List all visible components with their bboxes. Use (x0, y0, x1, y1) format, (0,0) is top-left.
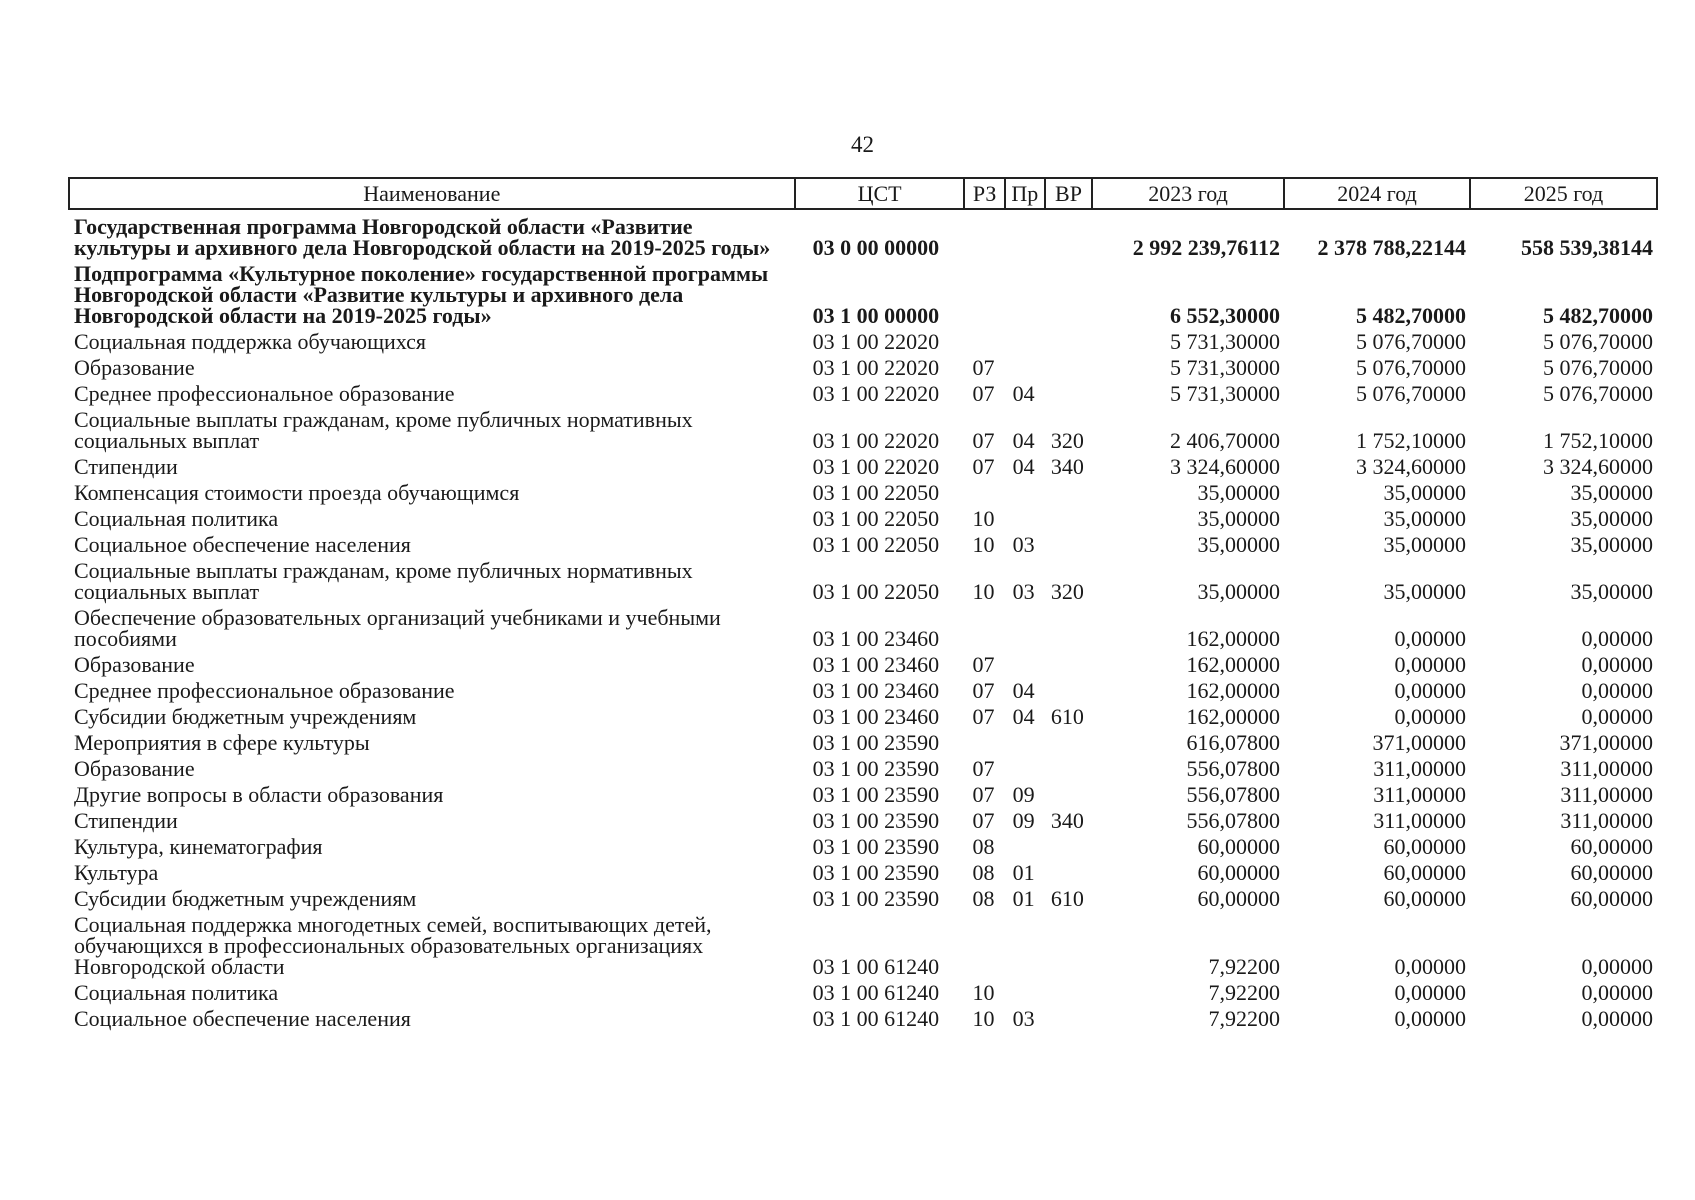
row-2024: 0,00000 (1394, 954, 1466, 979)
row-2023: 616,07800 (1186, 730, 1281, 755)
row-rz (964, 911, 1004, 979)
row-2023: 162,00000 (1186, 704, 1281, 729)
row-2023: 162,00000 (1186, 678, 1281, 703)
row-pr (1005, 505, 1045, 531)
row-2023: 60,00000 (1197, 834, 1281, 859)
row-2025: 5 076,70000 (1543, 381, 1653, 406)
row-cst: 03 1 00 22050 (812, 480, 940, 505)
row-vr (1045, 604, 1092, 651)
row-2023: 2 992 239,76112 (1132, 235, 1281, 260)
row-pr: 03 (1012, 1006, 1035, 1031)
row-2025: 60,00000 (1570, 860, 1653, 885)
row-2025: 0,00000 (1581, 704, 1653, 729)
row-rz: 07 (972, 355, 995, 380)
row-pr (1005, 260, 1045, 328)
row-pr (1005, 328, 1045, 354)
table-row (69, 604, 1657, 651)
row-name: Культура (74, 860, 159, 885)
row-name: Среднее профессиональное образование (74, 678, 455, 703)
row-rz (964, 729, 1004, 755)
row-pr: 04 (1012, 428, 1035, 453)
row-2024: 60,00000 (1383, 886, 1466, 911)
row-pr: 03 (1012, 579, 1035, 604)
row-2025: 311,00000 (1560, 782, 1653, 807)
row-rz: 07 (972, 428, 995, 453)
row-cst: 03 1 00 23590 (812, 808, 940, 833)
row-rz: 10 (972, 532, 995, 557)
row-2024: 0,00000 (1394, 980, 1466, 1005)
row-cst: 03 1 00 23590 (812, 886, 940, 911)
row-2023: 162,00000 (1186, 626, 1281, 651)
row-cst: 03 1 00 23460 (812, 652, 940, 677)
row-name: Социальная поддержка многодетных семей, воспитывающих детей, обучающихся в профессиональных образовательных организациях Новгородской области (74, 912, 712, 979)
row-2023: 5 731,30000 (1170, 355, 1281, 380)
row-name: Социальные выплаты гражданам, кроме публичных нормативных социальных выплат (74, 407, 693, 453)
header-2024: 2024 год (1284, 178, 1470, 209)
row-pr: 09 (1012, 808, 1035, 833)
row-2023: 162,00000 (1186, 652, 1281, 677)
row-2025: 35,00000 (1570, 506, 1653, 531)
row-2025: 5 076,70000 (1543, 355, 1653, 380)
row-pr (1005, 354, 1045, 380)
row-2023: 35,00000 (1197, 532, 1281, 557)
row-rz (964, 328, 1004, 354)
table-row (69, 677, 1657, 703)
row-vr (1045, 209, 1092, 260)
row-pr (1005, 911, 1045, 979)
table-row (69, 781, 1657, 807)
row-vr: 610 (1050, 886, 1084, 911)
row-vr: 340 (1050, 808, 1084, 833)
row-vr (1045, 911, 1092, 979)
row-2025: 0,00000 (1581, 980, 1653, 1005)
row-2024: 371,00000 (1372, 730, 1466, 755)
header-2025: 2025 год (1470, 178, 1657, 209)
row-2025: 0,00000 (1581, 954, 1653, 979)
row-2024: 0,00000 (1394, 1006, 1466, 1031)
row-2024: 3 324,60000 (1355, 454, 1466, 479)
row-2025: 60,00000 (1570, 886, 1653, 911)
row-pr (1005, 604, 1045, 651)
row-name: Компенсация стоимости проезда обучающимся (74, 480, 520, 505)
row-2023: 60,00000 (1197, 886, 1281, 911)
row-cst: 03 1 00 23460 (812, 626, 940, 651)
row-name: Другие вопросы в области образования (74, 782, 444, 807)
row-pr: 04 (1012, 454, 1035, 479)
row-vr: 320 (1050, 579, 1084, 604)
table-row (69, 885, 1657, 911)
row-vr (1045, 531, 1092, 557)
row-name: Образование (74, 355, 195, 380)
row-rz (964, 604, 1004, 651)
row-rz: 07 (972, 652, 995, 677)
row-2024: 5 076,70000 (1355, 381, 1466, 406)
row-vr (1045, 328, 1092, 354)
row-2025: 35,00000 (1570, 579, 1653, 604)
row-rz: 08 (972, 860, 995, 885)
budget-table (68, 177, 1658, 1031)
row-name: Социальная политика (74, 980, 279, 1005)
budget-table-container (68, 177, 1658, 1031)
row-2023: 556,07800 (1186, 782, 1281, 807)
row-cst: 03 1 00 23590 (812, 730, 940, 755)
row-name: Стипендии (74, 808, 178, 833)
row-vr (1045, 859, 1092, 885)
table-row (69, 807, 1657, 833)
row-2024: 35,00000 (1383, 579, 1466, 604)
row-vr (1045, 781, 1092, 807)
header-2023: 2023 год (1092, 178, 1284, 209)
row-2024: 60,00000 (1383, 834, 1466, 859)
row-2023: 7,92200 (1208, 1006, 1281, 1031)
header-rz: РЗ (964, 178, 1004, 209)
table-row (69, 380, 1657, 406)
row-2024: 35,00000 (1383, 480, 1466, 505)
row-pr (1005, 833, 1045, 859)
row-cst: 03 1 00 22050 (812, 532, 940, 557)
row-2024: 311,00000 (1373, 808, 1466, 833)
row-pr: 04 (1012, 704, 1035, 729)
row-vr (1045, 833, 1092, 859)
row-cst: 03 1 00 22020 (812, 381, 940, 406)
row-cst: 03 1 00 22020 (812, 428, 940, 453)
header-cst: ЦСТ (795, 178, 965, 209)
table-row (69, 505, 1657, 531)
table-row (69, 859, 1657, 885)
row-2025: 5 076,70000 (1543, 329, 1653, 354)
row-2024: 0,00000 (1394, 626, 1466, 651)
row-2023: 5 731,30000 (1170, 381, 1281, 406)
row-name: Субсидии бюджетным учреждениям (74, 704, 417, 729)
row-name: Социальная политика (74, 506, 279, 531)
row-2025: 1 752,10000 (1543, 428, 1653, 453)
row-2025: 5 482,70000 (1543, 303, 1653, 328)
row-2023: 556,07800 (1186, 808, 1281, 833)
row-rz: 10 (972, 506, 995, 531)
row-cst: 03 1 00 22050 (812, 579, 940, 604)
row-cst: 03 1 00 23590 (812, 860, 940, 885)
row-vr (1045, 505, 1092, 531)
table-row (69, 406, 1657, 453)
row-cst: 03 1 00 00000 (812, 303, 940, 328)
row-rz (964, 209, 1004, 260)
row-2023: 7,92200 (1208, 980, 1281, 1005)
row-pr: 01 (1012, 886, 1035, 911)
row-rz: 07 (972, 454, 995, 479)
row-2025: 35,00000 (1570, 532, 1653, 557)
table-row (69, 209, 1657, 260)
row-rz: 10 (972, 980, 995, 1005)
row-name: Субсидии бюджетным учреждениям (74, 886, 417, 911)
row-pr (1005, 979, 1045, 1005)
row-2024: 1 752,10000 (1355, 428, 1466, 453)
row-pr (1005, 651, 1045, 677)
table-row (69, 651, 1657, 677)
row-pr: 01 (1012, 860, 1035, 885)
row-2024: 5 076,70000 (1355, 329, 1466, 354)
row-2024: 2 378 788,22144 (1317, 235, 1466, 260)
row-2023: 5 731,30000 (1170, 329, 1281, 354)
row-2025: 311,00000 (1560, 808, 1653, 833)
header-row (69, 178, 1657, 209)
row-rz: 07 (972, 704, 995, 729)
page-number: 42 (851, 132, 874, 157)
table-row (69, 354, 1657, 380)
row-pr: 04 (1012, 381, 1035, 406)
row-vr (1045, 729, 1092, 755)
row-vr (1045, 1005, 1092, 1031)
row-2025: 311,00000 (1560, 756, 1653, 781)
table-row (69, 911, 1657, 979)
row-cst: 03 1 00 61240 (812, 954, 940, 979)
row-pr: 03 (1012, 532, 1035, 557)
row-cst: 03 1 00 22020 (812, 329, 940, 354)
row-name: Среднее профессиональное образование (74, 381, 455, 406)
row-name: Подпрограмма «Культурное поколение» государственной программы Новгородской области «Развитие культуры и архивного дела Новгородской области на 2019-2025 годы» (74, 261, 769, 328)
row-vr (1045, 755, 1092, 781)
row-vr: 610 (1050, 704, 1084, 729)
row-name: Мероприятия в сфере культуры (74, 730, 370, 755)
row-name: Социальные выплаты гражданам, кроме публичных нормативных социальных выплат (74, 558, 693, 604)
row-2023: 6 552,30000 (1170, 303, 1281, 328)
table-row (69, 979, 1657, 1005)
table-row (69, 729, 1657, 755)
row-rz: 10 (972, 1006, 995, 1031)
row-cst: 03 1 00 23590 (812, 756, 940, 781)
row-2023: 556,07800 (1186, 756, 1281, 781)
row-2025: 0,00000 (1581, 1006, 1653, 1031)
row-cst: 03 1 00 61240 (812, 980, 940, 1005)
row-name: Культура, кинематография (74, 834, 323, 859)
row-2023: 35,00000 (1197, 579, 1281, 604)
row-name: Образование (74, 756, 195, 781)
table-header (69, 178, 1657, 209)
row-cst: 03 1 00 22020 (812, 355, 940, 380)
row-vr: 340 (1050, 454, 1084, 479)
row-2024: 0,00000 (1394, 704, 1466, 729)
row-2024: 35,00000 (1383, 506, 1466, 531)
row-2025: 0,00000 (1581, 652, 1653, 677)
row-name: Образование (74, 652, 195, 677)
table-row (69, 557, 1657, 604)
row-cst: 03 1 00 22050 (812, 506, 940, 531)
row-pr (1005, 479, 1045, 505)
header-vr: ВР (1045, 178, 1092, 209)
row-2023: 60,00000 (1197, 860, 1281, 885)
row-2023: 3 324,60000 (1170, 454, 1281, 479)
row-rz: 10 (972, 579, 995, 604)
row-name: Стипендии (74, 454, 178, 479)
row-rz (964, 260, 1004, 328)
row-name: Государственная программа Новгородской области «Развитие культуры и архивного дела Новгородской области на 2019-2025 годы» (74, 214, 771, 260)
row-rz: 08 (972, 886, 995, 911)
row-rz (964, 479, 1004, 505)
row-cst: 03 1 00 23590 (812, 782, 940, 807)
row-2024: 5 482,70000 (1355, 303, 1466, 328)
row-pr (1005, 729, 1045, 755)
table-row (69, 531, 1657, 557)
row-cst: 03 1 00 23590 (812, 834, 940, 859)
row-2025: 35,00000 (1570, 480, 1653, 505)
table-row (69, 260, 1657, 328)
row-pr: 09 (1012, 782, 1035, 807)
row-name: Социальная поддержка обучающихся (74, 329, 427, 354)
row-pr (1005, 755, 1045, 781)
row-2024: 0,00000 (1394, 652, 1466, 677)
row-2023: 35,00000 (1197, 480, 1281, 505)
row-cst: 03 1 00 22020 (812, 454, 940, 479)
row-2024: 311,00000 (1373, 756, 1466, 781)
row-cst: 03 1 00 23460 (812, 704, 940, 729)
row-2025: 558 539,38144 (1521, 235, 1653, 260)
row-2025: 371,00000 (1559, 730, 1653, 755)
table-row (69, 833, 1657, 859)
row-2025: 0,00000 (1581, 678, 1653, 703)
header-name: Наименование (69, 178, 795, 209)
row-2024: 60,00000 (1383, 860, 1466, 885)
row-2025: 60,00000 (1570, 834, 1653, 859)
row-rz: 07 (972, 782, 995, 807)
row-vr (1045, 677, 1092, 703)
row-cst: 03 1 00 61240 (812, 1006, 940, 1031)
row-pr: 04 (1012, 678, 1035, 703)
row-vr: 320 (1050, 428, 1084, 453)
table-row (69, 703, 1657, 729)
row-rz: 07 (972, 756, 995, 781)
row-cst: 03 1 00 23460 (812, 678, 940, 703)
row-rz: 08 (972, 834, 995, 859)
row-vr (1045, 380, 1092, 406)
row-2025: 3 324,60000 (1543, 454, 1653, 479)
table-row (69, 479, 1657, 505)
row-cst: 03 0 00 00000 (812, 235, 940, 260)
header-pr: Пр (1005, 178, 1045, 209)
row-2023: 35,00000 (1197, 506, 1281, 531)
table-row (69, 1005, 1657, 1031)
row-vr (1045, 979, 1092, 1005)
row-vr (1045, 479, 1092, 505)
row-pr (1005, 209, 1045, 260)
row-2025: 0,00000 (1581, 626, 1653, 651)
table-row (69, 328, 1657, 354)
row-2023: 7,92200 (1208, 954, 1281, 979)
row-name: Обеспечение образовательных организаций учебниками и учебными пособиями (74, 605, 721, 651)
row-rz: 07 (972, 678, 995, 703)
row-2024: 5 076,70000 (1355, 355, 1466, 380)
row-rz: 07 (972, 808, 995, 833)
row-vr (1045, 651, 1092, 677)
table-row (69, 453, 1657, 479)
table-row (69, 755, 1657, 781)
row-name: Социальное обеспечение населения (74, 532, 411, 557)
row-2024: 0,00000 (1394, 678, 1466, 703)
row-2024: 311,00000 (1373, 782, 1466, 807)
row-vr (1045, 354, 1092, 380)
row-2023: 2 406,70000 (1170, 428, 1281, 453)
row-vr (1045, 260, 1092, 328)
table-body (69, 209, 1657, 1031)
row-2024: 35,00000 (1383, 532, 1466, 557)
row-name: Социальное обеспечение населения (74, 1006, 411, 1031)
row-rz: 07 (972, 381, 995, 406)
